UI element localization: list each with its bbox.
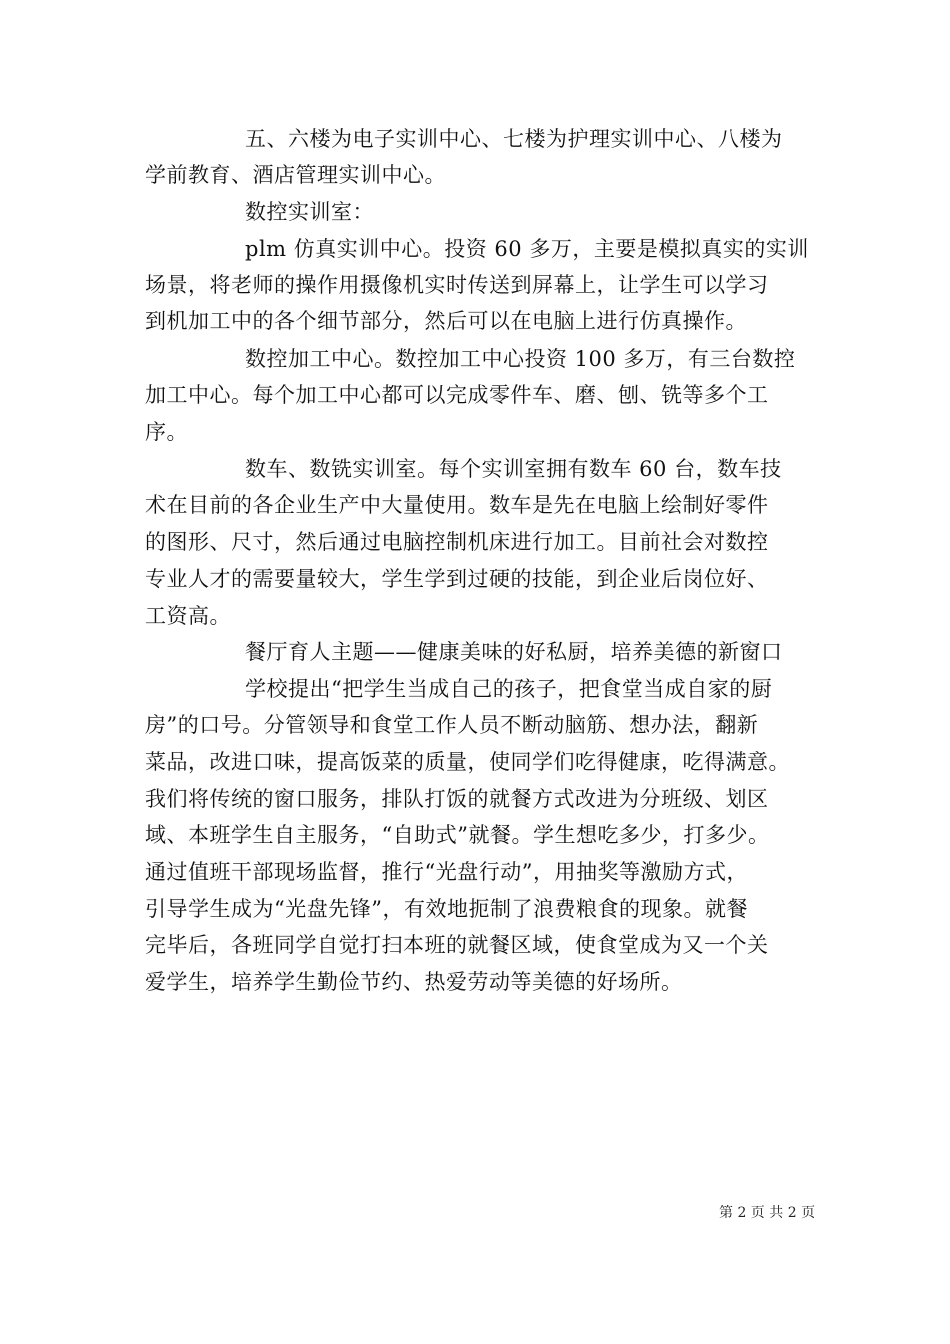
text-line: 加工中心。每个加工中心都可以完成零件车、磨、刨、铣等多个工 (145, 383, 769, 407)
text-line: 菜品，改进口味，提高饭菜的质量，使同学们吃得健康，吃得满意。 (145, 750, 790, 774)
text-line: 的图形、尺寸，然后通过电脑控制机床进行加工。目前社会对数控 (145, 530, 769, 554)
text-line: 完毕后，各班同学自觉打扫本班的就餐区域，使食堂成为又一个关 (145, 933, 769, 957)
text-line: 场景，将老师的操作用摄像机实时传送到屏幕上，让学生可以学习 (145, 273, 769, 297)
text-line: 通过值班干部现场监督，推行“光盘行动”，用抽奖等激励方式， (145, 860, 748, 884)
text-line: 到机加工中的各个细节部分，然后可以在电脑上进行仿真操作。 (145, 309, 747, 333)
text-line: 餐厅育人主题——健康美味的好私厨，培养美德的新窗口 (245, 640, 783, 664)
text-line: 域、本班学生自主服务，“自助式”就餐。学生想吃多少，打多少。 (145, 823, 770, 847)
text-line: 数控加工中心。数控加工中心投资 100 多万，有三台数控 (245, 347, 796, 371)
text-line: 数控实训室： (245, 200, 374, 224)
text-line: 学校提出“把学生当成自己的孩子，把食堂当成自家的厨 (245, 677, 773, 701)
text-line: 爱学生，培养学生勤俭节约、热爱劳动等美德的好场所。 (145, 970, 683, 994)
page-number-footer: 第 2 页 共 2 页 (719, 1205, 816, 1221)
text-line: 专业人才的需要量较大，学生学到过硬的技能，到企业后岗位好、 (145, 567, 769, 591)
text-line: 工资高。 (145, 604, 231, 628)
text-line: 五、六楼为电子实训中心、七楼为护理实训中心、八楼为 (245, 127, 783, 151)
text-line: 房”的口号。分管领导和食堂工作人员不断动脑筋、想办法，翻新 (145, 713, 759, 737)
text-line: plm 仿真实训中心。投资 60 多万，主要是模拟真实的实训 (245, 237, 809, 261)
text-line: 学前教育、酒店管理实训中心。 (145, 163, 446, 187)
text-line: 我们将传统的窗口服务，排队打饭的就餐方式改进为分班级、划区 (145, 787, 769, 811)
text-line: 序。 (145, 420, 188, 444)
text-line: 数车、数铣实训室。每个实训室拥有数车 60 台，数车技 (245, 457, 782, 481)
text-line: 术在目前的各企业生产中大量使用。数车是先在电脑上绘制好零件 (145, 493, 769, 517)
text-line: 引导学生成为“光盘先锋”，有效地扼制了浪费粮食的现象。就餐 (145, 897, 748, 921)
